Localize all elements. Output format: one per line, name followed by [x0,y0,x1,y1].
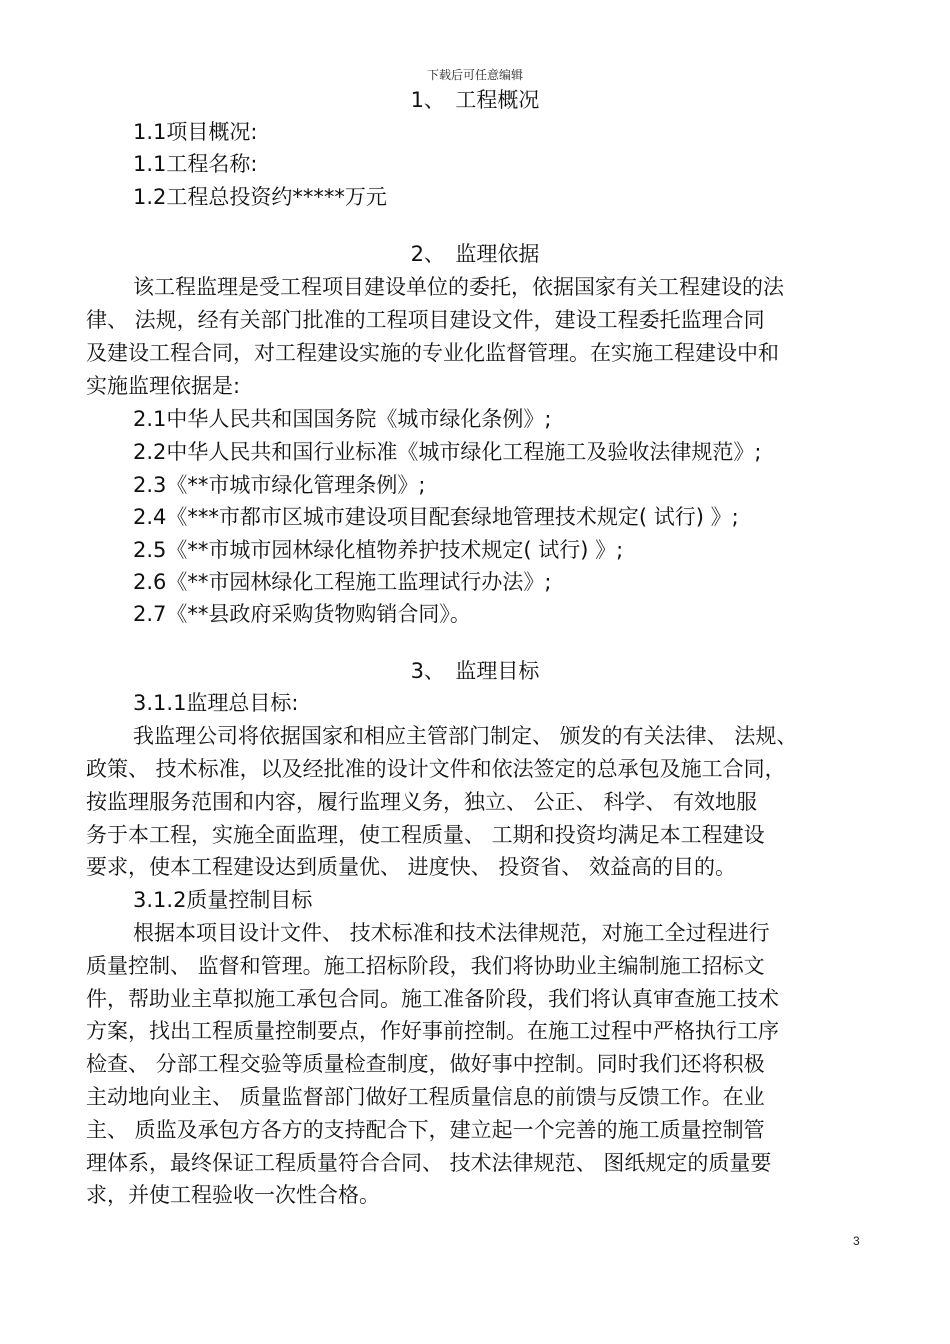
section-2-paragraph-line: 律、 法规，经有关部门批准的工程项目建设文件，建设工程委托监理合同 [86,308,765,332]
page-header: 下载后可任意编辑 [426,68,523,82]
subsection-3-1-1-line: 政策、 技术标准，以及经批准的设计文件和依法签定的总承包及施工合同， [86,757,786,781]
subsection-3-1-2-line: 方案，找出工程质量控制要点，作好事前控制。在施工过程中严格执行工序 [86,1019,779,1043]
section-2-item: 2.5《**市城市园林绿化植物养护技术规定( 试行) 》; [133,538,624,562]
section-2-item: 2.2中华人民共和国行业标准《城市绿化工程施工及验收法律规范》; [133,440,762,464]
subsection-3-1-2-line: 求，并使工程验收一次性合格。 [86,1183,380,1207]
subsection-3-1-2-line: 质量控制、 监督和管理。施工招标阶段，我们将协助业主编制施工招标文 [86,954,765,978]
section-2-paragraph-line: 实施监理依据是: [86,374,241,398]
subsection-3-1-2-line: 件，帮助业主草拟施工承包合同。施工准备阶段，我们将认真审查施工技术 [86,987,779,1011]
page-number: 3 [853,1234,860,1248]
subsection-3-1-1-line: 我监理公司将依据国家和相应主管部门制定、 颁发的有关法律、 法规、 [133,724,798,748]
section-1-item: 1.2工程总投资约*****万元 [133,185,387,209]
subsection-3-1-2-line: 理体系，最终保证工程质量符合合同、 技术法律规范、 图纸规定的质量要 [86,1151,772,1175]
subsection-3-1-2-line: 检查、 分部工程交验等质量检查制度，做好事中控制。同时我们还将积极 [86,1052,765,1076]
section-1-item: 1.1项目概况: [133,120,258,144]
subsection-3-1-1-line: 按监理服务范围和内容，履行监理义务，独立、 公正、 科学、 有效地服 [86,790,758,814]
subsection-3-1-2-line: 主、 质监及承包方各方的支持配合下，建立起一个完善的施工质量控制管 [86,1118,765,1142]
section-2-item: 2.4《***市都市区城市建设项目配套绿地管理技术规定( 试行) 》; [133,505,739,529]
subsection-3-1-1-line: 要求，使本工程建设达到质量优、 进度快、 投资省、 效益高的目的。 [86,855,737,879]
subsection-3-1-1-line: 务于本工程，实施全面监理，使工程质量、 工期和投资均满足本工程建设 [86,823,765,847]
section-2-item: 2.1中华人民共和国国务院《城市绿化条例》; [133,407,552,431]
section-2-item: 2.7《**县政府采购货物购销合同》。 [133,602,471,626]
section-2-item: 2.6《**市园林绿化工程施工监理试行办法》; [133,570,552,594]
section-2-title: 2、 监理依据 [410,242,540,266]
subsection-3-1-2-title: 3.1.2质量控制目标 [133,888,313,912]
subsection-3-1-1-title: 3.1.1监理总目标: [133,691,299,715]
section-3-title: 3、 监理目标 [410,659,540,683]
section-1-item: 1.1工程名称: [133,152,258,176]
section-2-paragraph-line: 该工程监理是受工程项目建设单位的委托，依据国家有关工程建设的法 [133,275,784,299]
section-2-item: 2.3《**市城市绿化管理条例》; [133,473,426,497]
subsection-3-1-2-line: 根据本项目设计文件、 技术标准和技术法律规范，对施工全过程进行 [133,921,770,945]
section-1-title: 1、 工程概况 [410,88,540,112]
section-2-paragraph-line: 及建设工程合同，对工程建设实施的专业化监督管理。在实施工程建设中和 [86,341,779,365]
subsection-3-1-2-line: 主动地向业主、 质量监督部门做好工程质量信息的前馈与反馈工作。在业 [86,1085,765,1109]
